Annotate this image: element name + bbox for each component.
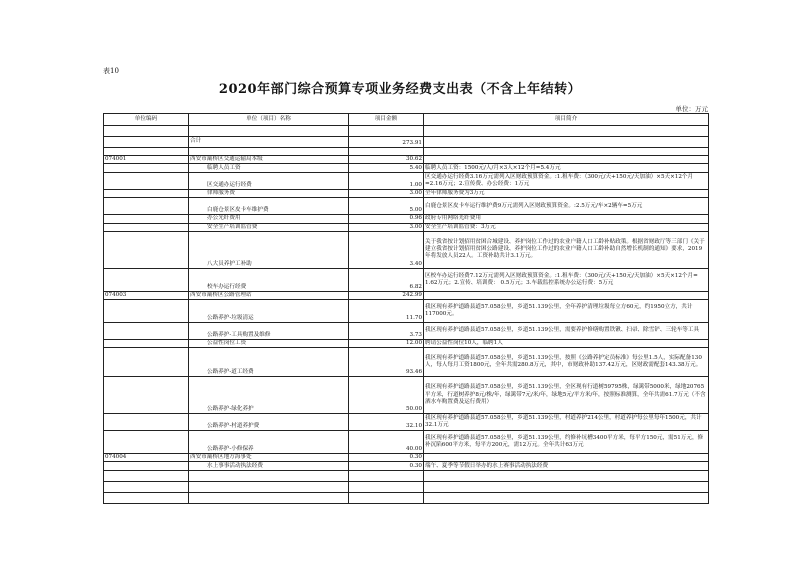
- table-row: [104, 164, 709, 173]
- cell-code: [104, 198, 189, 215]
- cell-description: [424, 493, 709, 504]
- cell-description: 我区现有养护道路县道57.058公里，乡道51.139公里，村道养护214公里，村道养护每公里每年1500元，共计32.1万元: [424, 414, 709, 431]
- cell-amount: 93.46: [349, 348, 424, 377]
- cell-amount: 0.96: [349, 215, 424, 223]
- cell-description: 我区现有养护道路县道57.058公里，乡道51.139公里，需要养护修缮购置铁锹、扫帚、除雪铲、三轮车等工具: [424, 323, 709, 340]
- cell-code: [104, 482, 189, 493]
- table-row: [104, 377, 709, 414]
- cell-amount: 5.00: [349, 198, 424, 215]
- cell-name: 西安市灞桥区地方海事处: [189, 454, 349, 462]
- cell-description: 我区现有养护道路县道57.058公里，乡道51.139公里，按照《公路养护定员标准》每公里1.5人，实际配备130人，每人每月工资1800元，全年共需280.8万元，其中，市财政补助137.42万元，区财政需配套143.38万元。: [424, 348, 709, 377]
- cell-name: 水上事事活动执法经费: [189, 462, 349, 471]
- cell-name: 公路养护-绿化养护: [189, 377, 349, 414]
- cell-name: 临聘人员工资: [189, 164, 349, 173]
- cell-code: [104, 340, 189, 348]
- cell-name: 安全生产培训监管费: [189, 223, 349, 231]
- unit-label: 单位：万元: [675, 105, 708, 113]
- budget-table: [103, 113, 709, 504]
- cell-description: 我区现有养护道路县道57.058公里，乡道51.139公里，全年养护清理垃圾每立方60元，约1950立方，共计117000元。: [424, 300, 709, 323]
- cell-amount: 273.91: [349, 137, 424, 148]
- table-row: [104, 173, 709, 190]
- table-row: [104, 493, 709, 504]
- table-row: [104, 291, 709, 299]
- cell-amount: 6.82: [349, 268, 424, 291]
- cell-name: [189, 493, 349, 504]
- cell-amount: [349, 493, 424, 504]
- cell-amount: 3.40: [349, 231, 424, 268]
- table-row: [104, 414, 709, 431]
- cell-description: 临聘人员工资：1500元/人/月×3人×12个月=5.4万元: [424, 164, 709, 173]
- table-row: [104, 156, 709, 164]
- cell-code: [104, 215, 189, 223]
- cell-code: 074004: [104, 454, 189, 462]
- cell-code: [104, 137, 189, 148]
- cell-code: [104, 164, 189, 173]
- table-row: [104, 198, 709, 215]
- cell-code: [104, 471, 189, 482]
- table-row: [104, 482, 709, 493]
- cell-amount: [349, 148, 424, 156]
- cell-description: 我区现有养护道路县道57.058公里，乡道51.139公里，全区现有行道树59795株，绿篱带5000米，绿地20765平方米，行道树养护8元/株/年，绿篱带7元/米/年，绿地5元/平方米/年，按照标准测算，全年共需61.7万元（不含洒水车购置费及运行费用）: [424, 377, 709, 414]
- table-row: [104, 137, 709, 148]
- cell-description: [424, 126, 709, 137]
- cell-code: [104, 377, 189, 414]
- cell-description: 区校车办运行经费7.12万元需列入区财政预算资金。:1.租车费：（300元/天+150元/天加油）×5天×12个月= 1.62万元；2.宣传、培训费： 0.5万元；3.车载监控系统办公运行费：5万元: [424, 268, 709, 291]
- table-row: [104, 454, 709, 462]
- cell-description: [424, 482, 709, 493]
- cell-code: [104, 148, 189, 156]
- header-description: 项目简介: [424, 114, 709, 126]
- cell-name: 公路养护-村道养护费: [189, 414, 349, 431]
- cell-amount: 3.73: [349, 323, 424, 340]
- table-row: [104, 348, 709, 377]
- cell-amount: 5.40: [349, 164, 424, 173]
- cell-code: [104, 493, 189, 504]
- cell-name: 办公光纤费用: [189, 215, 349, 223]
- cell-description: 安全生产培训监管费：3万元: [424, 223, 709, 231]
- cell-description: [424, 471, 709, 482]
- page-title: 2020年部门综合预算专项业务经费支出表（不含上年结转）: [218, 82, 582, 97]
- cell-amount: 12.00: [349, 340, 424, 348]
- cell-code: [104, 431, 189, 454]
- table-row: [104, 471, 709, 482]
- header-name: 单位（项目）名称: [189, 114, 349, 126]
- table-row: [104, 268, 709, 291]
- cell-code: [104, 190, 189, 198]
- cell-amount: 30.62: [349, 156, 424, 164]
- cell-name: 公路养护-垃圾清运: [189, 300, 349, 323]
- cell-amount: 3.00: [349, 190, 424, 198]
- cell-description: 关于我省按计划招用贫困合城建设、养护岗位工作过的农业户籍人口工龄补贴政策。根据省财政厅等三部门《关于建立我省按计划招用贫困公路建设、养护岗位工作过的农业户籍人口工龄补助自然增长机制的通知》要求，2019年将发放人员22人。工资补助共计3.1万元。: [424, 231, 709, 268]
- cell-description: 全年律师服务费为3万元: [424, 190, 709, 198]
- cell-code: [104, 348, 189, 377]
- cell-name: 西安市灞桥区交通运输局本级: [189, 156, 349, 164]
- cell-amount: [349, 482, 424, 493]
- cell-description: 聘请公益性岗位10人，临聘1人: [424, 340, 709, 348]
- cell-name: 区交通办运行经费: [189, 173, 349, 190]
- cell-name: 校车办运行经费: [189, 268, 349, 291]
- cell-code: [104, 414, 189, 431]
- cell-amount: 50.00: [349, 377, 424, 414]
- table-row: [104, 340, 709, 348]
- cell-amount: 0.30: [349, 462, 424, 471]
- cell-description: [424, 156, 709, 164]
- cell-code: [104, 231, 189, 268]
- cell-code: [104, 462, 189, 471]
- table-tag: 表10: [103, 67, 119, 75]
- cell-name: 公路养护-工具购置及维修: [189, 323, 349, 340]
- table-row: [104, 323, 709, 340]
- table-row: [104, 231, 709, 268]
- cell-description: [424, 148, 709, 156]
- cell-name: 公路养护-小修保养: [189, 431, 349, 454]
- table-row: [104, 462, 709, 471]
- cell-code: [104, 173, 189, 190]
- cell-description: 区交通办运行经费3.16万元需列入区财政预算资金。:1.租车费：（300元/天+150元/天加油）×5天×12个月=2.16万元；2.宣传费、办公经费：1万元: [424, 173, 709, 190]
- cell-name: 公益性岗位工资: [189, 340, 349, 348]
- cell-name: 白鹿仓景区皮卡车维护费: [189, 198, 349, 215]
- table-row: [104, 148, 709, 156]
- cell-name: [189, 482, 349, 493]
- cell-name: 律师服务费: [189, 190, 349, 198]
- cell-description: 政府专用网络光纤费用: [424, 215, 709, 223]
- cell-name: [189, 126, 349, 137]
- header-code: 单位编码: [104, 114, 189, 126]
- cell-amount: 3.00: [349, 223, 424, 231]
- cell-description: [424, 454, 709, 462]
- cell-amount: 242.99: [349, 291, 424, 299]
- header-row: [104, 114, 709, 126]
- cell-code: [104, 323, 189, 340]
- cell-code: [104, 268, 189, 291]
- cell-name: [189, 148, 349, 156]
- cell-code: [104, 300, 189, 323]
- table-row: [104, 300, 709, 323]
- cell-code: [104, 223, 189, 231]
- cell-description: [424, 137, 709, 148]
- table-row: [104, 126, 709, 137]
- cell-amount: 32.10: [349, 414, 424, 431]
- cell-name: [189, 471, 349, 482]
- table-body: [104, 126, 709, 504]
- cell-amount: 11.70: [349, 300, 424, 323]
- table-row: [104, 190, 709, 198]
- cell-amount: 40.00: [349, 431, 424, 454]
- cell-name: 八大员养护工补助: [189, 231, 349, 268]
- cell-name: 公路养护-道工经费: [189, 348, 349, 377]
- cell-code: [104, 126, 189, 137]
- cell-description: 白鹿仓景区皮卡车运行维护费9万元需列入区财政预算资金。:2.5万元/车×2辆车=5万元: [424, 198, 709, 215]
- cell-code: 074003: [104, 291, 189, 299]
- table-row: [104, 431, 709, 454]
- cell-description: 端午、夏季等节假日举办的水上赛事活动执法经费: [424, 462, 709, 471]
- cell-amount: [349, 471, 424, 482]
- cell-description: [424, 291, 709, 299]
- cell-description: 我区现有养护道路县道57.058公里，乡道51.139公里，约修补坑槽3400平方米，每平方150元，需51万元，修补沉陷600平方米，每平方200元，需12万元。全年共计63万元: [424, 431, 709, 454]
- cell-name: 合计: [189, 137, 349, 148]
- cell-name: 西安市灞桥区公路管理站: [189, 291, 349, 299]
- header-amount: 项目金额: [349, 114, 424, 126]
- cell-code: 074001: [104, 156, 189, 164]
- table-row: [104, 215, 709, 223]
- cell-amount: 0.30: [349, 454, 424, 462]
- table-row: [104, 223, 709, 231]
- cell-amount: [349, 126, 424, 137]
- cell-amount: 1.00: [349, 173, 424, 190]
